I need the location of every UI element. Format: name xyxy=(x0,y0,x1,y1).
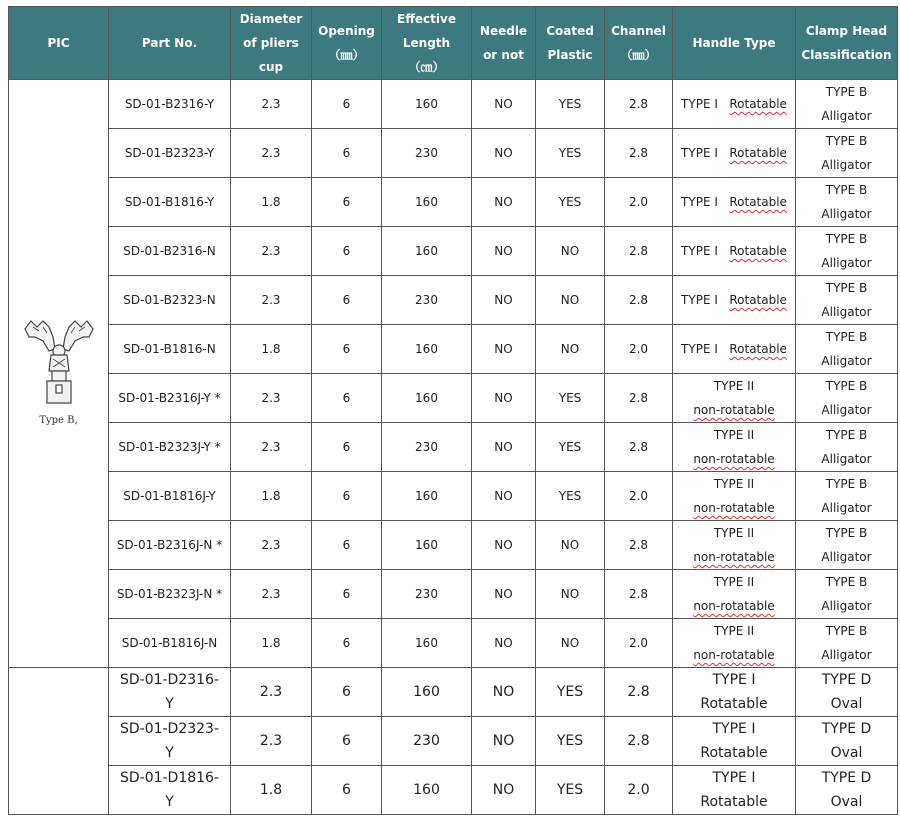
clamp-head-cell xyxy=(796,717,898,766)
handle-type-cell-line2: Rotatable xyxy=(700,696,768,712)
length-cell: 230 xyxy=(382,717,472,766)
coated-cell: YES xyxy=(536,423,605,472)
part-number-cell: SD-01-B1816J-N xyxy=(109,619,231,668)
clamp-head-cell-line1: TYPE B xyxy=(825,134,868,148)
table-row xyxy=(9,766,898,815)
clamp-head-cell-line2: Alligator xyxy=(821,256,872,270)
length-cell: 230 xyxy=(382,276,472,325)
handle-type-rotation: Rotatable xyxy=(729,342,787,356)
header-channel xyxy=(605,7,673,80)
clamp-head-cell-line2: Oval xyxy=(830,745,863,761)
coated-cell: YES xyxy=(536,766,605,815)
channel-cell: 2.0 xyxy=(605,766,673,815)
channel-cell: 2.0 xyxy=(605,619,673,668)
handle-type-cell-line2: non-rotatable xyxy=(693,648,775,662)
header-diameter-l1: Diameter xyxy=(239,12,303,26)
length-cell: 230 xyxy=(382,423,472,472)
length-cell: 160 xyxy=(382,766,472,815)
clamp-head-cell xyxy=(796,129,898,178)
diameter-cell: 2.3 xyxy=(231,521,312,570)
channel-cell: 2.8 xyxy=(605,423,673,472)
handle-type-rotation: Rotatable xyxy=(729,293,787,307)
clamp-head-cell xyxy=(796,766,898,815)
handle-type-rotation: Rotatable xyxy=(729,97,787,111)
needle-cell: NO xyxy=(472,276,536,325)
diameter-cell: 2.3 xyxy=(231,129,312,178)
clamp-head-cell xyxy=(796,521,898,570)
header-length-l2: Length xyxy=(402,36,451,50)
coated-cell: NO xyxy=(536,276,605,325)
needle-cell: NO xyxy=(472,619,536,668)
coated-cell: YES xyxy=(536,129,605,178)
handle-type-name: TYPE I xyxy=(681,342,718,356)
coated-cell: NO xyxy=(536,619,605,668)
part-number-cell: SD-01-B1816-N xyxy=(109,325,231,374)
clamp-head-cell-line1: TYPE B xyxy=(825,232,868,246)
handle-type-cell xyxy=(673,619,796,668)
handle-type-cell-line2: non-rotatable xyxy=(693,550,775,564)
clamp-head-cell xyxy=(796,178,898,227)
handle-type-cell-line1: TYPE II xyxy=(713,428,755,442)
header-needle-l1: Needle xyxy=(479,24,528,38)
handle-type-rotation: Rotatable xyxy=(729,195,787,209)
header-clamp-head xyxy=(796,7,898,80)
handle-type-cell xyxy=(673,374,796,423)
handle-type-cell xyxy=(673,472,796,521)
length-cell: 160 xyxy=(382,80,472,129)
handle-type-rotation: Rotatable xyxy=(729,146,787,160)
coated-cell: NO xyxy=(536,570,605,619)
length-cell: 160 xyxy=(382,178,472,227)
clamp-head-cell xyxy=(796,619,898,668)
diameter-cell: 2.3 xyxy=(231,80,312,129)
opening-cell: 6 xyxy=(312,521,382,570)
handle-type-cell-line2: non-rotatable xyxy=(693,452,775,466)
opening-cell: 6 xyxy=(312,325,382,374)
table-row xyxy=(9,374,898,423)
table-row xyxy=(9,227,898,276)
header-diameter xyxy=(231,7,312,80)
header-channel-l2: （㎜） xyxy=(620,48,657,62)
header-clamp-l2: Classification xyxy=(801,48,892,62)
diameter-cell: 1.8 xyxy=(231,325,312,374)
handle-type-cell-line2: non-rotatable xyxy=(693,403,775,417)
part-number-cell: SD-01-B2316-Y xyxy=(109,80,231,129)
handle-type-cell-line1: TYPE II xyxy=(713,624,755,638)
header-part-no: Part No. xyxy=(109,7,231,80)
clamp-head-cell xyxy=(796,668,898,717)
clamp-head-cell xyxy=(796,472,898,521)
handle-type-cell-line1: TYPE I xyxy=(712,721,756,737)
clamp-head-cell-line2: Alligator xyxy=(821,501,872,515)
handle-type-cell xyxy=(673,178,796,227)
handle-type-name: TYPE I xyxy=(681,293,718,307)
opening-cell: 6 xyxy=(312,766,382,815)
diameter-cell: 2.3 xyxy=(231,423,312,472)
opening-cell: 6 xyxy=(312,423,382,472)
clamp-head-cell-line1: TYPE B xyxy=(825,183,868,197)
table-row xyxy=(9,570,898,619)
handle-type-cell-line1: TYPE II xyxy=(713,379,755,393)
opening-cell: 6 xyxy=(312,178,382,227)
clamp-head-cell xyxy=(796,276,898,325)
clamp-head-cell-line2: Alligator xyxy=(821,158,872,172)
table-row xyxy=(9,521,898,570)
clamp-head-cell-line1: TYPE D xyxy=(821,721,872,737)
diameter-cell: 2.3 xyxy=(231,570,312,619)
length-cell: 230 xyxy=(382,129,472,178)
table-row xyxy=(9,178,898,227)
clamp-head-cell-line2: Alligator xyxy=(821,305,872,319)
part-number-cell-line2: Y xyxy=(165,696,174,712)
part-number-cell: SD-01-B1816-Y xyxy=(109,178,231,227)
needle-cell: NO xyxy=(472,227,536,276)
handle-type-name: TYPE I xyxy=(681,195,718,209)
needle-cell: NO xyxy=(472,374,536,423)
clamp-head-cell-line2: Alligator xyxy=(821,403,872,417)
opening-cell: 6 xyxy=(312,472,382,521)
channel-cell: 2.8 xyxy=(605,129,673,178)
coated-cell: YES xyxy=(536,374,605,423)
handle-type-cell xyxy=(673,129,796,178)
part-number-cell xyxy=(109,766,231,815)
part-number-cell: SD-01-B2316J-N * xyxy=(109,521,231,570)
clamp-head-cell-line1: TYPE B xyxy=(825,526,868,540)
clamp-head-cell-line2: Alligator xyxy=(821,207,872,221)
clamp-head-cell-line2: Oval xyxy=(830,794,863,810)
coated-cell: YES xyxy=(536,80,605,129)
clamp-head-cell-line1: TYPE D xyxy=(821,672,872,688)
part-number-cell: SD-01-B2323J-N * xyxy=(109,570,231,619)
clamp-head-cell-line1: TYPE D xyxy=(821,770,872,786)
clamp-head-cell-line1: TYPE B xyxy=(825,575,868,589)
needle-cell: NO xyxy=(472,423,536,472)
part-number-cell: SD-01-B2323J-Y * xyxy=(109,423,231,472)
diameter-cell: 1.8 xyxy=(231,766,312,815)
diameter-cell: 2.3 xyxy=(231,717,312,766)
length-cell: 160 xyxy=(382,521,472,570)
clamp-head-cell-line1: TYPE B xyxy=(825,85,868,99)
needle-cell: NO xyxy=(472,570,536,619)
opening-cell: 6 xyxy=(312,129,382,178)
part-number-cell xyxy=(109,717,231,766)
handle-type-cell-line2: Rotatable xyxy=(700,794,768,810)
opening-cell: 6 xyxy=(312,80,382,129)
handle-type-cell xyxy=(673,423,796,472)
clamp-head-cell-line2: Alligator xyxy=(821,599,872,613)
diameter-cell: 2.3 xyxy=(231,374,312,423)
header-clamp-l1: Clamp Head xyxy=(805,24,888,38)
picture-caption: Type B, xyxy=(39,414,78,426)
clamp-head-cell-line1: TYPE B xyxy=(825,379,868,393)
header-coated-l2: Plastic xyxy=(547,48,593,62)
opening-cell: 6 xyxy=(312,717,382,766)
handle-type-cell xyxy=(673,717,796,766)
handle-type-cell-line2: non-rotatable xyxy=(693,501,775,515)
channel-cell: 2.0 xyxy=(605,178,673,227)
table-row xyxy=(9,129,898,178)
clamp-head-cell-line1: TYPE B xyxy=(825,477,868,491)
alligator-clamp-drawing-icon xyxy=(19,315,99,407)
coated-cell: NO xyxy=(536,325,605,374)
header-row xyxy=(9,7,898,80)
coated-cell: NO xyxy=(536,521,605,570)
needle-cell: NO xyxy=(472,129,536,178)
diameter-cell: 2.3 xyxy=(231,668,312,717)
clamp-head-cell xyxy=(796,570,898,619)
header-opening xyxy=(312,7,382,80)
pic-cell-empty xyxy=(9,668,109,815)
part-number-cell: SD-01-B2316J-Y * xyxy=(109,374,231,423)
clamp-head-cell-line2: Alligator xyxy=(821,550,872,564)
channel-cell: 2.8 xyxy=(605,276,673,325)
coated-cell: YES xyxy=(536,472,605,521)
clamp-head-cell-line1: TYPE B xyxy=(825,330,868,344)
handle-type-cell xyxy=(673,276,796,325)
needle-cell: NO xyxy=(472,668,536,717)
table-row xyxy=(9,80,898,129)
channel-cell: 2.8 xyxy=(605,374,673,423)
needle-cell: NO xyxy=(472,521,536,570)
channel-cell: 2.0 xyxy=(605,472,673,521)
opening-cell: 6 xyxy=(312,227,382,276)
channel-cell: 2.8 xyxy=(605,80,673,129)
type-b-rows xyxy=(9,80,898,668)
part-number-cell: SD-01-B1816J-Y xyxy=(109,472,231,521)
coated-cell: NO xyxy=(536,227,605,276)
opening-cell: 6 xyxy=(312,374,382,423)
table-row xyxy=(9,423,898,472)
header-opening-l1: Opening xyxy=(318,24,375,38)
header-diameter-l2: of pliers xyxy=(243,36,299,50)
needle-cell: NO xyxy=(472,178,536,227)
header-opening-l2: （㎜） xyxy=(328,48,365,62)
part-number-cell-line2: Y xyxy=(165,745,174,761)
header-needle-l2: or not xyxy=(483,48,524,62)
part-number-cell: SD-01-B2316-N xyxy=(109,227,231,276)
header-handle-type: Handle Type xyxy=(673,7,796,80)
length-cell: 160 xyxy=(382,374,472,423)
table-row xyxy=(9,472,898,521)
handle-type-rotation: Rotatable xyxy=(729,244,787,258)
handle-type-cell-line2: Rotatable xyxy=(700,745,768,761)
handle-type-cell xyxy=(673,521,796,570)
length-cell: 160 xyxy=(382,227,472,276)
part-number-cell: SD-01-B2323-Y xyxy=(109,129,231,178)
clamp-head-cell xyxy=(796,80,898,129)
type-b-picture xyxy=(9,315,108,433)
header-pic: PIC xyxy=(9,7,109,80)
part-number-cell-line1: SD-01-D2323- xyxy=(119,721,220,737)
handle-type-name: TYPE I xyxy=(681,146,718,160)
clamp-head-cell-line2: Oval xyxy=(830,696,863,712)
opening-cell: 6 xyxy=(312,276,382,325)
clamp-head-cell-line1: TYPE B xyxy=(825,281,868,295)
handle-type-cell xyxy=(673,325,796,374)
type-d-rows xyxy=(9,668,898,815)
header-channel-l1: Channel xyxy=(611,24,666,38)
handle-type-cell xyxy=(673,570,796,619)
handle-type-cell-line1: TYPE II xyxy=(713,526,755,540)
header-coated xyxy=(536,7,605,80)
clamp-head-cell xyxy=(796,227,898,276)
diameter-cell: 1.8 xyxy=(231,472,312,521)
length-cell: 160 xyxy=(382,325,472,374)
header-length-l3: （㎝） xyxy=(408,60,445,74)
needle-cell: NO xyxy=(472,325,536,374)
part-number-cell-line1: SD-01-D1816- xyxy=(119,770,220,786)
clamp-head-cell-line1: TYPE B xyxy=(825,428,868,442)
header-length-l1: Effective xyxy=(397,12,456,26)
part-number-cell: SD-01-B2323-N xyxy=(109,276,231,325)
clamp-head-cell xyxy=(796,374,898,423)
table-row xyxy=(9,668,898,717)
clamp-head-cell-line2: Alligator xyxy=(821,648,872,662)
header-length xyxy=(382,7,472,80)
handle-type-cell-line1: TYPE II xyxy=(713,575,755,589)
clamp-head-cell-line1: TYPE B xyxy=(825,624,868,638)
opening-cell: 6 xyxy=(312,668,382,717)
part-number-cell xyxy=(109,668,231,717)
handle-type-cell xyxy=(673,766,796,815)
clamp-head-cell xyxy=(796,423,898,472)
handle-type-name: TYPE I xyxy=(681,244,718,258)
table-row xyxy=(9,325,898,374)
part-number-cell-line2: Y xyxy=(165,794,174,810)
opening-cell: 6 xyxy=(312,570,382,619)
header-needle xyxy=(472,7,536,80)
coated-cell: YES xyxy=(536,717,605,766)
length-cell: 230 xyxy=(382,570,472,619)
clamp-head-cell-line2: Alligator xyxy=(821,354,872,368)
spec-table xyxy=(8,6,898,815)
table-row xyxy=(9,276,898,325)
channel-cell: 2.0 xyxy=(605,325,673,374)
channel-cell: 2.8 xyxy=(605,717,673,766)
table-row xyxy=(9,717,898,766)
channel-cell: 2.8 xyxy=(605,570,673,619)
handle-type-cell-line1: TYPE II xyxy=(713,477,755,491)
diameter-cell: 1.8 xyxy=(231,178,312,227)
needle-cell: NO xyxy=(472,80,536,129)
length-cell: 160 xyxy=(382,472,472,521)
length-cell: 160 xyxy=(382,668,472,717)
pic-cell xyxy=(9,80,109,668)
handle-type-cell xyxy=(673,668,796,717)
diameter-cell: 2.3 xyxy=(231,227,312,276)
coated-cell: YES xyxy=(536,178,605,227)
needle-cell: NO xyxy=(472,766,536,815)
handle-type-cell-line1: TYPE I xyxy=(712,770,756,786)
diameter-cell: 2.3 xyxy=(231,276,312,325)
opening-cell: 6 xyxy=(312,619,382,668)
channel-cell: 2.8 xyxy=(605,668,673,717)
coated-cell: YES xyxy=(536,668,605,717)
channel-cell: 2.8 xyxy=(605,227,673,276)
needle-cell: NO xyxy=(472,472,536,521)
table-row xyxy=(9,619,898,668)
clamp-head-cell xyxy=(796,325,898,374)
handle-type-cell xyxy=(673,227,796,276)
header-coated-l1: Coated xyxy=(546,24,594,38)
clamp-head-cell-line2: Alligator xyxy=(821,452,872,466)
header-diameter-l3: cup xyxy=(258,60,284,74)
channel-cell: 2.8 xyxy=(605,521,673,570)
handle-type-cell-line2: non-rotatable xyxy=(693,599,775,613)
clamp-head-cell-line2: Alligator xyxy=(821,109,872,123)
length-cell: 160 xyxy=(382,619,472,668)
diameter-cell: 1.8 xyxy=(231,619,312,668)
needle-cell: NO xyxy=(472,717,536,766)
handle-type-name: TYPE I xyxy=(681,97,718,111)
handle-type-cell xyxy=(673,80,796,129)
handle-type-cell-line1: TYPE I xyxy=(712,672,756,688)
part-number-cell-line1: SD-01-D2316- xyxy=(119,672,220,688)
